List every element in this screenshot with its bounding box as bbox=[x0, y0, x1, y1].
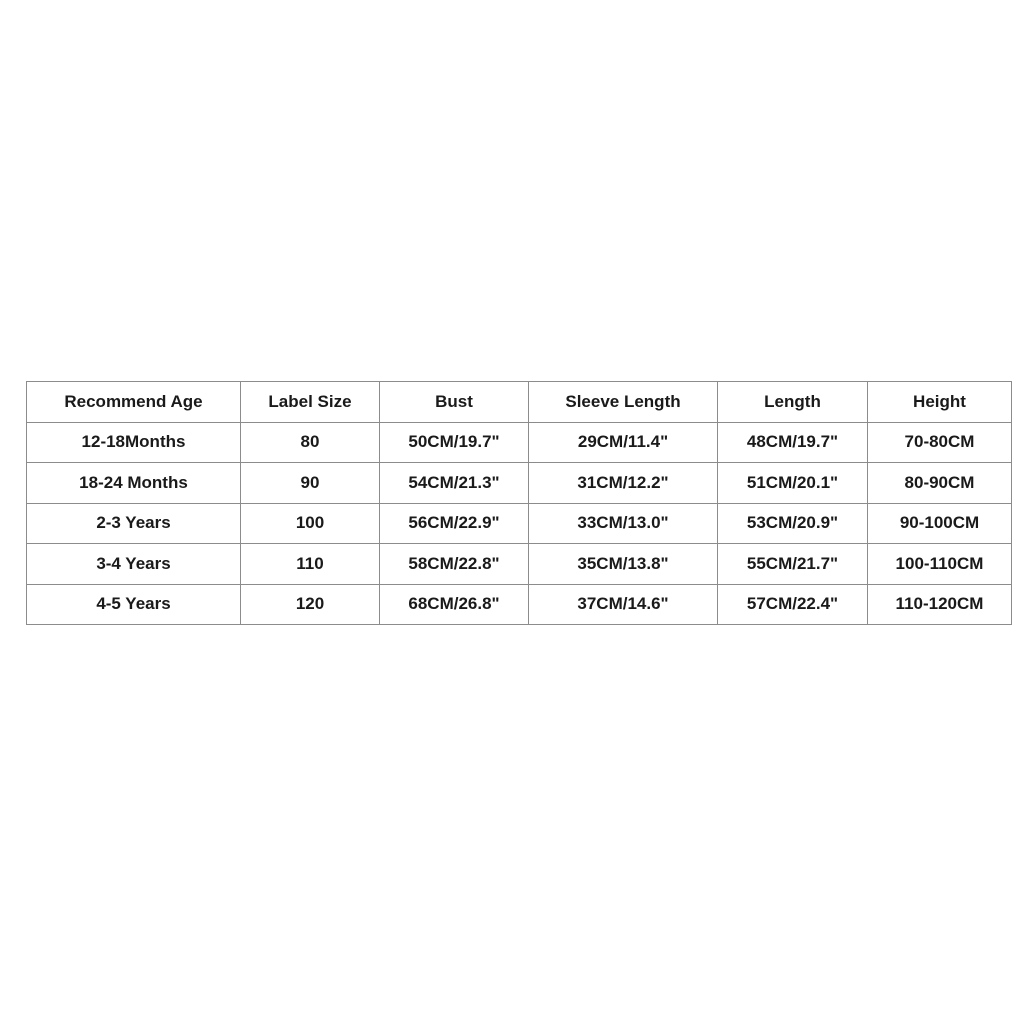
table-row bbox=[27, 463, 1012, 504]
cell-height: 100-110CM bbox=[868, 544, 1012, 585]
cell-sleeve-length: 35CM/13.8" bbox=[529, 544, 718, 585]
header-label-size: Label Size bbox=[241, 382, 380, 423]
table-row bbox=[27, 503, 1012, 544]
cell-recommend-age: 3-4 Years bbox=[27, 544, 241, 585]
table-row bbox=[27, 422, 1012, 463]
cell-sleeve-length: 33CM/13.0" bbox=[529, 503, 718, 544]
cell-height: 70-80CM bbox=[868, 422, 1012, 463]
cell-recommend-age: 12-18Months bbox=[27, 422, 241, 463]
cell-recommend-age: 18-24 Months bbox=[27, 463, 241, 504]
cell-label-size: 100 bbox=[241, 503, 380, 544]
cell-length: 48CM/19.7" bbox=[718, 422, 868, 463]
header-bust: Bust bbox=[380, 382, 529, 423]
cell-length: 57CM/22.4" bbox=[718, 584, 868, 625]
cell-height: 90-100CM bbox=[868, 503, 1012, 544]
cell-label-size: 120 bbox=[241, 584, 380, 625]
cell-bust: 50CM/19.7" bbox=[380, 422, 529, 463]
cell-sleeve-length: 31CM/12.2" bbox=[529, 463, 718, 504]
cell-bust: 56CM/22.9" bbox=[380, 503, 529, 544]
cell-height: 80-90CM bbox=[868, 463, 1012, 504]
header-length: Length bbox=[718, 382, 868, 423]
cell-label-size: 80 bbox=[241, 422, 380, 463]
cell-height: 110-120CM bbox=[868, 584, 1012, 625]
table-row bbox=[27, 544, 1012, 585]
cell-bust: 68CM/26.8" bbox=[380, 584, 529, 625]
cell-length: 51CM/20.1" bbox=[718, 463, 868, 504]
cell-length: 53CM/20.9" bbox=[718, 503, 868, 544]
cell-sleeve-length: 37CM/14.6" bbox=[529, 584, 718, 625]
header-row bbox=[27, 382, 1012, 423]
header-height: Height bbox=[868, 382, 1012, 423]
header-sleeve-length: Sleeve Length bbox=[529, 382, 718, 423]
cell-recommend-age: 4-5 Years bbox=[27, 584, 241, 625]
cell-sleeve-length: 29CM/11.4" bbox=[529, 422, 718, 463]
cell-label-size: 110 bbox=[241, 544, 380, 585]
cell-label-size: 90 bbox=[241, 463, 380, 504]
cell-bust: 54CM/21.3" bbox=[380, 463, 529, 504]
cell-bust: 58CM/22.8" bbox=[380, 544, 529, 585]
table-row bbox=[27, 584, 1012, 625]
cell-length: 55CM/21.7" bbox=[718, 544, 868, 585]
cell-recommend-age: 2-3 Years bbox=[27, 503, 241, 544]
size-chart-table bbox=[26, 381, 1012, 625]
header-recommend-age: Recommend Age bbox=[27, 382, 241, 423]
